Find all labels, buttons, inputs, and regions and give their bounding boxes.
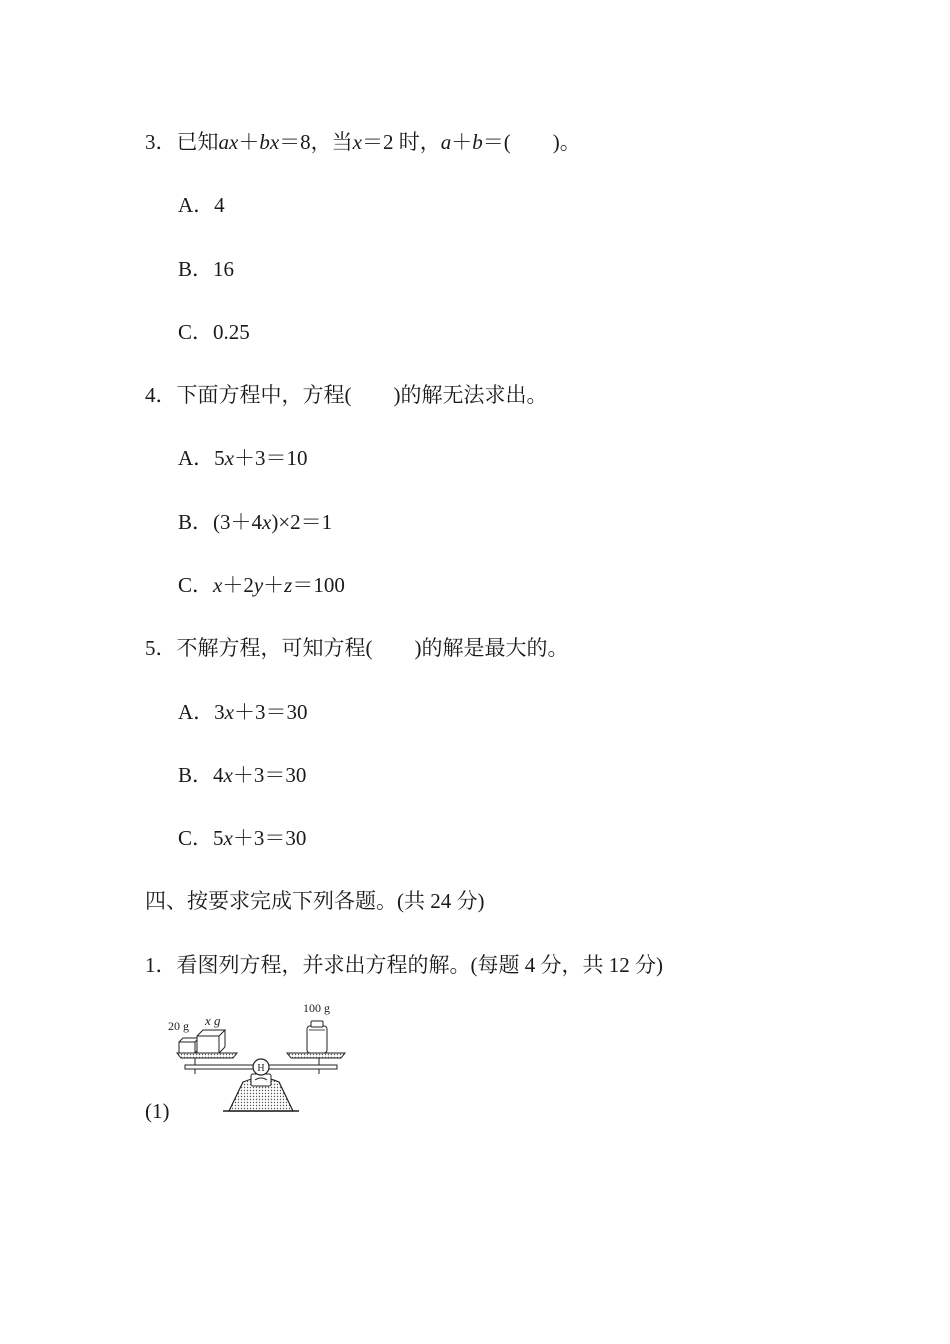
label-x-g: x g [205, 1013, 221, 1028]
scale-knob-mark: H [257, 1063, 265, 1074]
section-item-1: 1．看图列方程，并求出方程的解。(每题 4 分，共 12 分) [145, 953, 663, 977]
question-3-option-c: C．0.25 [178, 320, 250, 344]
question-4-option-a: A．5x＋3＝10 [178, 446, 308, 470]
section-title: 四、按要求完成下列各题。(共 24 分) [145, 889, 485, 913]
question-3-option-b: B．16 [178, 257, 235, 281]
left-pan [177, 1053, 237, 1058]
question-3-option-a: A．4 [178, 193, 225, 217]
question-5-stem: 5．不解方程，可知方程( )的解是最大的。 [145, 636, 569, 660]
question-5-option-c: C．5x＋3＝30 [178, 826, 307, 850]
question-4-stem: 4．下面方程中，方程( )的解无法求出。 [145, 383, 548, 407]
question-4-option-c: C．x＋2y＋z＝100 [178, 573, 345, 597]
sub-question-label: (1) [145, 1099, 170, 1123]
question-5-option-b: B．4x＋3＝30 [178, 763, 307, 787]
scale-column [251, 1074, 271, 1086]
balance-scale-figure [165, 996, 365, 1120]
question-4-option-b: B．(3＋4x)×2＝1 [178, 510, 333, 534]
question-5-option-a: A．3x＋3＝30 [178, 700, 308, 724]
block-20g [179, 1042, 195, 1053]
right-pan [287, 1053, 345, 1058]
question-3-stem: 3．已知ax＋bx＝8，当x＝2 时，a＋b＝( )。 [145, 130, 581, 154]
label-100g: 100 g [303, 1001, 330, 1015]
label-20g: 20 g [168, 1019, 189, 1033]
block-x-g [197, 1036, 219, 1053]
